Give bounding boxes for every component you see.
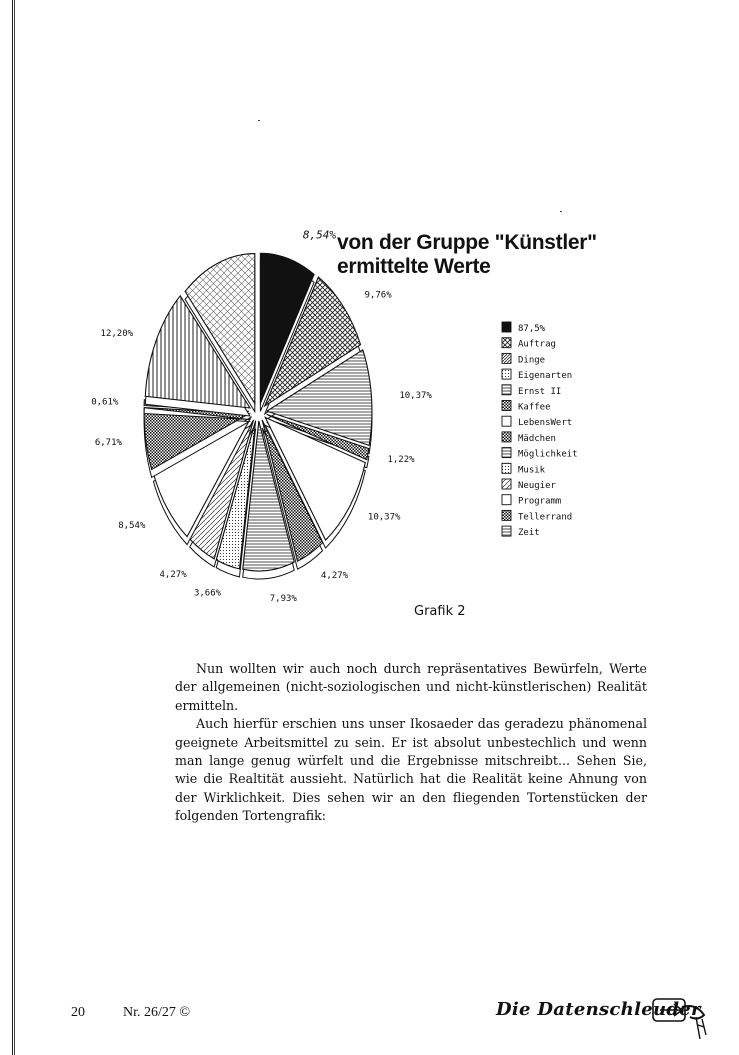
legend-entry: Möglichkeit [518, 449, 578, 460]
chart-legend [502, 322, 578, 538]
legend-entry: 87,5% [518, 324, 546, 334]
pie-slice-label: 7,93% [269, 594, 297, 605]
chart-title [337, 231, 627, 279]
pie-slice-label: 6,71% [94, 438, 122, 449]
legend-entry: Eigenarten [518, 371, 573, 382]
pie-slice-label: 3,66% [193, 588, 222, 599]
legend-entry: Auftrag [518, 339, 556, 350]
pie-slice-label: 8,54% [118, 521, 146, 532]
legend-entry: Programm [518, 496, 562, 507]
legend-entry: Neugier [518, 481, 556, 491]
legend-entry: Zeit [518, 528, 540, 539]
legend-entry: Ernst II [518, 386, 562, 397]
paragraph: Nun wollten wir auch noch durch repräsentatives Bewürfeln, Werte der allgemeinen (nicht-soziologischen und nicht-künstlerischen) Realität ermitteln. [175, 661, 647, 713]
legend-swatch [502, 416, 511, 426]
legend-swatch [502, 322, 511, 332]
pie-slice-label: 10,37% [367, 512, 401, 523]
legend-entry: Dinge [518, 355, 546, 366]
legend-entry: LebensWert [518, 418, 573, 429]
legend-entry: Musik [518, 465, 546, 476]
pie-slice-label: 4,27% [159, 569, 187, 580]
pie-slice-label: 4,27% [321, 571, 349, 582]
pie-slice-label: 0,61% [91, 397, 119, 408]
legend-swatch [502, 353, 511, 363]
legend-entry: Mädchen [518, 433, 556, 444]
pie-slice-label: 12,20% [100, 329, 134, 340]
chart-title-line2: ermittelte Werte [337, 255, 491, 278]
magazine-logo-icon [652, 995, 708, 1043]
legend-swatch [502, 495, 511, 505]
legend-swatch [502, 369, 511, 379]
legend-swatch [502, 463, 511, 473]
legend-swatch [502, 338, 511, 348]
pie-slices [144, 253, 372, 582]
legend-swatch [502, 510, 511, 520]
chart-title-line1: von der Gruppe "Künstler" [337, 231, 597, 254]
page-number: 20 [71, 1005, 85, 1020]
pie-slice-label: 8,54% [302, 228, 336, 242]
legend-swatch [502, 448, 511, 458]
legend-entry: Kaffee [518, 402, 551, 413]
legend-entry: Tellerrand [518, 512, 573, 523]
legend-swatch [502, 401, 511, 411]
legend-swatch [502, 526, 511, 536]
legend-swatch [502, 479, 511, 489]
figure-caption: Grafik 2 [414, 604, 466, 619]
magazine-brand: Die Datenschleuder [496, 999, 701, 1020]
legend-swatch [502, 385, 511, 395]
pie-slice-label: 9,76% [364, 290, 392, 301]
pie-slice-label: 10,37% [399, 391, 432, 402]
paragraph: Auch hierfür erschien uns unser Ikosaeder das geradezu phänomenal geeignete Arbeitsmittel zu sein. Er ist absolut unbestechlich und wenn man lange genug würfelt und die Ergebnisse mitschreibt... Sehen Sie, wie die Realtität aussieht. Natürlich hat die Realität keine Ahnung von der Wirklichkeit. Dies sehen wir an den fliegenden Tortenstücken der folgenden Tortengrafik: [175, 716, 647, 824]
issue-number: Nr. 26/27 © [123, 1005, 191, 1020]
body-text [175, 660, 647, 826]
legend-swatch [502, 432, 511, 442]
pie-slice-label: 1,22% [387, 454, 415, 465]
